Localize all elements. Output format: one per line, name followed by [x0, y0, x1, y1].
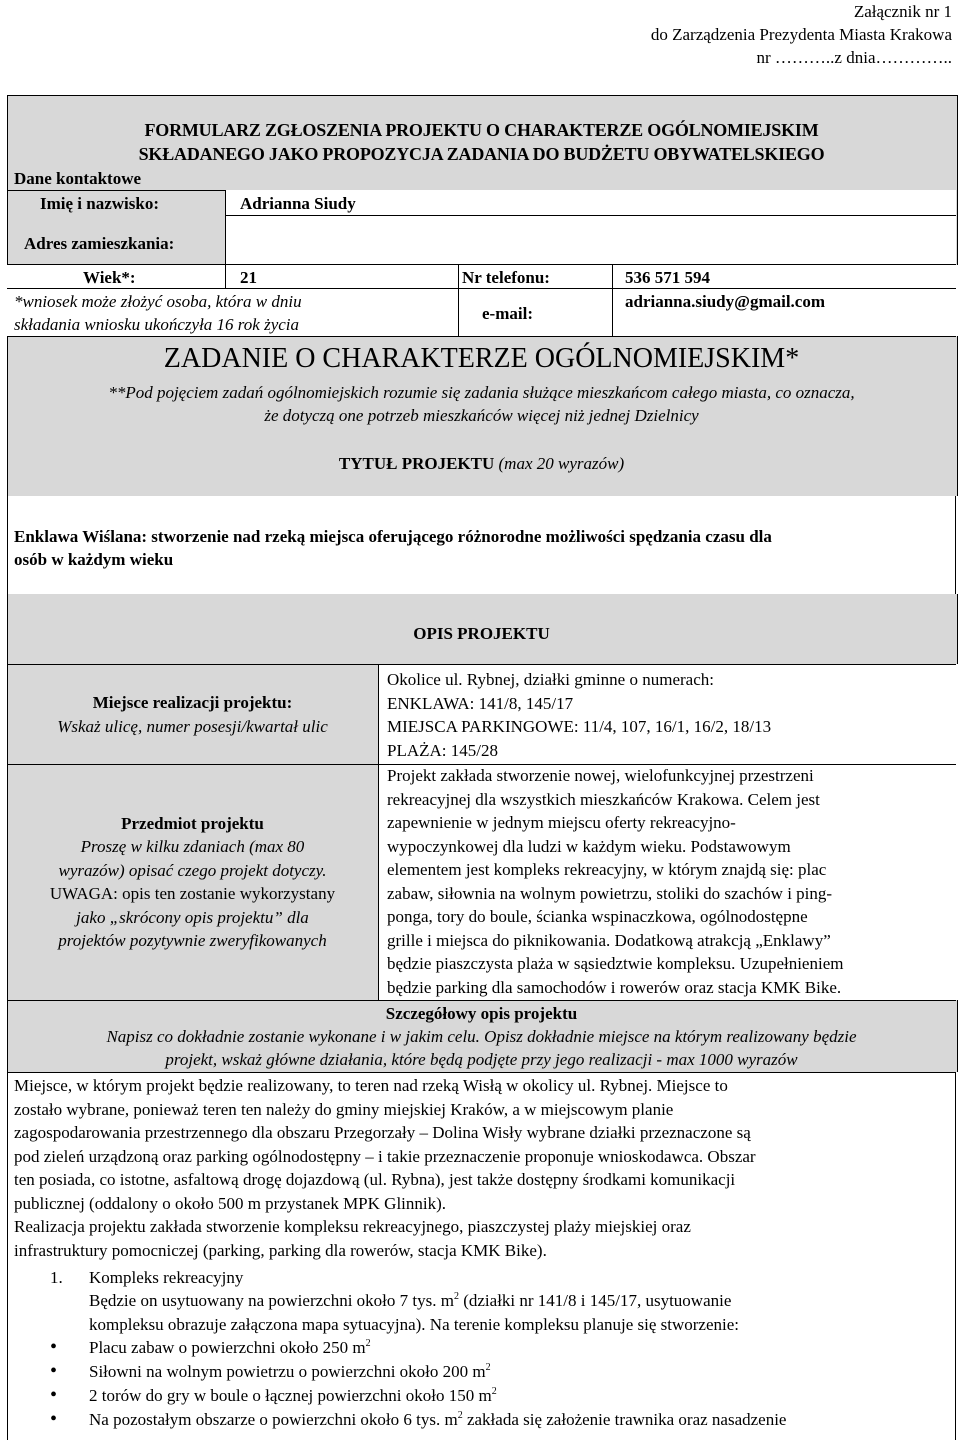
- bullet-icon: •: [50, 1408, 58, 1430]
- task-note-1: **Pod pojęciem zadań ogólnomiejskich rozumie się zadania służące mieszkańcom całego miasta, co oznacza,: [108, 383, 855, 402]
- detail-line: Miejsce, w którym projekt będzie realizowany, to teren nad rzeką Wisłą w okolicy ul. Rybnej. Miejsce to: [14, 1076, 728, 1095]
- location-value: [387, 668, 771, 762]
- detail-hint-2: projekt, wskaż główne działania, które będą podjęte przy jego realizacji - max 1000 wyrazów: [165, 1050, 798, 1069]
- subject-hint-line: Proszę w kilku zdaniach (max 80: [80, 837, 305, 856]
- detail-line: publicznej (oddalony o około 500 m przystanek MPK Glinnik).: [14, 1193, 447, 1213]
- subject-line: będzie parking dla samochodów i rowerów oraz stacja KMK Bike.: [387, 977, 842, 997]
- subject-line: będzie piaszczysta plaża w sąsiedztwie kompleksu. Uzupełnieniem: [387, 954, 844, 973]
- location-line: ENKLAWA: 141/8, 145/17: [387, 693, 574, 713]
- form-title-2: SKŁADANEGO JAKO PROPOZYCJA ZADANIA DO BUDŻETU OBYWATELSKIEGO: [138, 144, 825, 164]
- phone-label: Nr telefonu:: [462, 268, 550, 287]
- location-line: MIEJSCA PARKINGOWE: 11/4, 107, 16/1, 16/2, 18/13: [387, 717, 772, 736]
- subject-hint-line: wyrazów) opisać czego projekt dotyczy.: [58, 860, 327, 880]
- location-line: PLAŻA: 145/28: [387, 740, 498, 760]
- subject-hint-line: projektów pozytywnie zweryfikowanych: [58, 931, 327, 950]
- detail-line: Realizacja projektu zakłada stworzenie kompleksu rekreacyjnego, piaszczystej plaży miejskiej oraz: [14, 1217, 691, 1236]
- subject-line: zabaw, siłownia na wolnym powietrzu, stoliki do szachów i ping-: [387, 883, 833, 903]
- task-header: ZADANIE O CHARAKTERZE OGÓLNOMIEJSKIM*: [163, 343, 800, 374]
- subject-hint-line: jako „skrócony opis projektu” dla: [76, 907, 309, 927]
- bullet-icon: •: [50, 1384, 58, 1406]
- email-label: e-mail:: [482, 304, 533, 323]
- subject-label: Przedmiot projektu: [121, 814, 264, 833]
- project-title-line-2: osób w każdym wieku: [14, 550, 174, 569]
- detail-header: Szczegółowy opis projektu: [385, 1004, 578, 1023]
- desc-header: OPIS PROJEKTU: [413, 624, 550, 643]
- detail-hint-1: Napisz co dokładnie zostanie wykonane i w jakim celu. Opisz dokładnie miejsce na którym realizowany będzie: [106, 1027, 857, 1046]
- project-title-line-1: Enklawa Wiślana: stworzenie nad rzeką miejsca oferującego różnorodne możliwości spędzania czasu dla: [14, 527, 772, 546]
- subject-line: ponga, tory do boule, ścianka wspinaczkowa, ogólnodostępne: [387, 907, 808, 926]
- location-label: Miejsce realizacji projektu:: [92, 693, 293, 712]
- age-value: 21: [240, 268, 257, 287]
- subject-line: wypoczynkowej dla ludzi w każdym wieku. Podstawowym: [387, 836, 791, 856]
- subject-value: [387, 764, 843, 999]
- attachment-note: [651, 0, 952, 69]
- subject-line: elementem jest kompleks rekreacyjny, w którym znajdą się: plac: [387, 860, 827, 879]
- attachment-line-2: do Zarządzenia Prezydenta Miasta Krakowa: [650, 25, 952, 44]
- name-label: Imię i nazwisko:: [40, 194, 159, 213]
- subject-line: Projekt zakłada stworzenie nowej, wielofunkcyjnej przestrzeni: [387, 766, 814, 785]
- title-label-bold: TYTUŁ PROJEKTU: [338, 454, 495, 473]
- detail-line: infrastruktury pomocniczej (parking, parking dla rowerów, stacja KMK Bike).: [14, 1240, 547, 1260]
- contact-header: Dane kontaktowe: [14, 169, 142, 188]
- bullet-icon: •: [50, 1360, 58, 1382]
- form-title-1: FORMULARZ ZGŁOSZENIA PROJEKTU O CHARAKTERZE OGÓLNOMIEJSKIM: [144, 120, 819, 140]
- list-number: 1.: [50, 1268, 63, 1287]
- detail-line: ten posiada, co istotne, asfaltową drogę dojazdową (ul. Rybna), jest także dostępny środkami komunikacji: [14, 1170, 736, 1189]
- age-note-2: składania wniosku ukończyła 16 rok życia: [14, 315, 300, 334]
- address-field[interactable]: [226, 216, 956, 264]
- attachment-line-3: nr ………..z dnia…………..: [756, 48, 952, 67]
- name-value: Adrianna Siudy: [240, 194, 356, 213]
- attachment-line-1: Załącznik nr 1: [853, 2, 952, 21]
- title-label: [7, 452, 956, 476]
- detail-line: zagospodarowania przestrzennego dla obszaru Przegorzały – Dolina Wisły wybrane działki przeznaczone są: [14, 1123, 751, 1142]
- age-label: Wiek*:: [83, 268, 136, 287]
- list-text-1a: Będzie on usytuowany na powierzchni około 7 tys. $m^2$ (działki nr 141/8 i 145/17, usytuowanie: [89, 1291, 732, 1310]
- email-value: adrianna.siudy@gmail.com: [625, 292, 826, 311]
- subject-line: grille i miejsca do piknikowania. Dodatkową atrakcją „Enklawy”: [387, 930, 831, 950]
- list-text-1b: kompleksu obrazuje załączona mapa sytuacyjna). Na terenie kompleksu planuje się stworzenie:: [89, 1315, 740, 1334]
- title-label-italic: (max 20 wyrazów): [494, 454, 625, 473]
- detail-value: [14, 1074, 756, 1262]
- detail-line: pod zieleń urządzoną oraz parking ogólnodostępny – i takie przeznaczenie proponuje wnioskodawca. Obszar: [14, 1146, 756, 1166]
- location-hint: Wskaż ulicę, numer posesji/kwartał ulic: [57, 717, 328, 736]
- phone-value: 536 571 594: [625, 268, 710, 287]
- subject-hint-line: UWAGA: opis ten zostanie wykorzystany: [49, 884, 336, 903]
- detail-line: zostało wybrane, ponieważ teren ten należy do gminy miejskiej Kraków, a w miejscowym planie: [14, 1099, 674, 1119]
- task-note-2: że dotyczą one potrzeb mieszkańców więcej niż jednej Dzielnicy: [264, 406, 699, 425]
- subject-hint: [7, 835, 378, 953]
- list-item-1: Kompleks rekreacyjny: [89, 1268, 244, 1287]
- subject-line: rekreacyjnej dla wszystkich mieszkańców Krakowa. Celem jest: [387, 789, 820, 809]
- address-label: Adres zamieszkania:: [24, 234, 175, 253]
- location-line: Okolice ul. Rybnej, działki gminne o numerach:: [387, 670, 714, 689]
- age-note-1: *wniosek może złożyć osoba, która w dniu: [14, 292, 302, 311]
- bullet-icon: •: [50, 1336, 58, 1358]
- subject-line: zapewnienie w jednym miejscu oferty rekreacyjno-: [387, 813, 736, 832]
